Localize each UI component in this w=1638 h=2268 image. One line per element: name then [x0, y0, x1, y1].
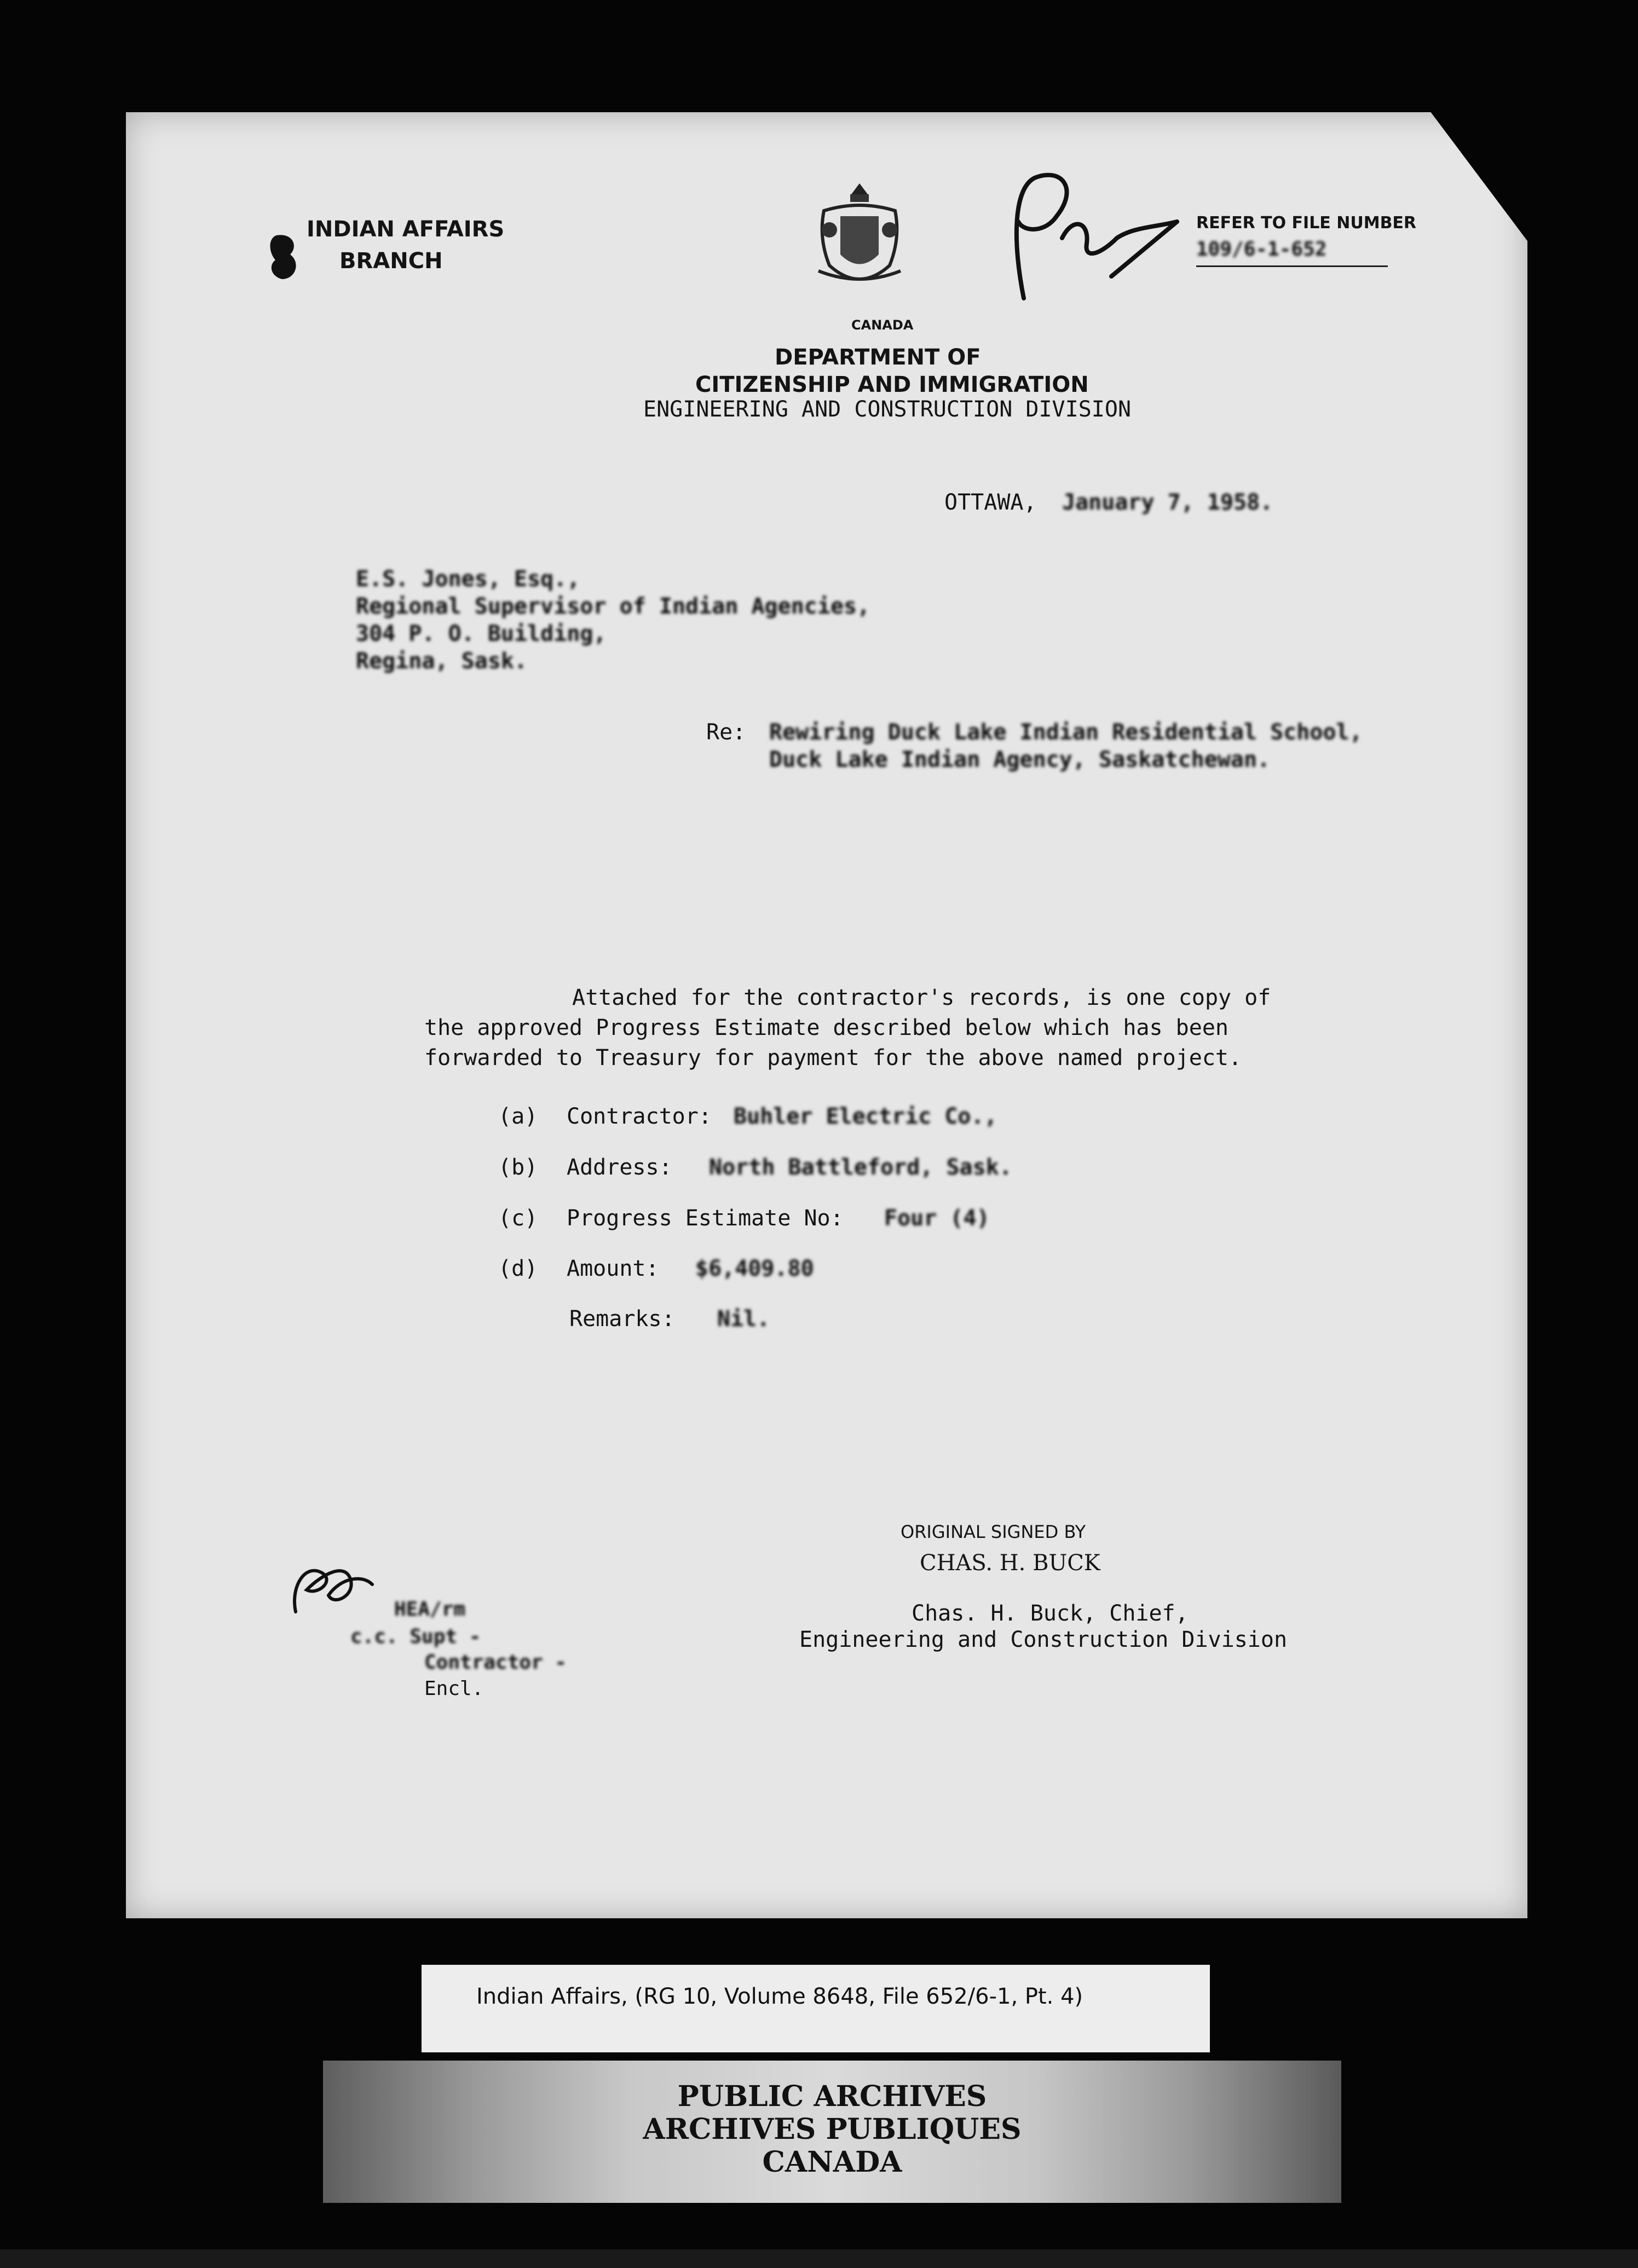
archives-line-2: ARCHIVES PUBLIQUES [643, 2113, 1022, 2146]
country-label: CANADA [851, 317, 914, 333]
date-city: OTTAWA, [944, 490, 1037, 515]
cc-contractor: Contractor - [424, 1651, 567, 1674]
item-a-letter: (a) [498, 1104, 538, 1129]
item-d-value: $6,409.80 [695, 1256, 814, 1281]
handwritten-mark [991, 156, 1221, 320]
signer-division: Engineering and Construction Division [799, 1627, 1288, 1652]
signer-stamp: CHAS. H. BUCK [920, 1550, 1100, 1576]
recipient-line-1: E.S. Jones, Esq., [356, 566, 580, 592]
item-c-value: Four (4) [884, 1206, 990, 1231]
refer-to-file-label: REFER TO FILE NUMBER [1196, 213, 1417, 233]
remarks-value: Nil. [717, 1306, 770, 1332]
branch-heading [307, 213, 504, 277]
subject-line-2: Duck Lake Indian Agency, Saskatchewan. [769, 747, 1271, 772]
typist-initials: HEA/rm [394, 1598, 466, 1621]
public-archives-stamp [323, 2061, 1341, 2203]
cc-supt: c.c. Supt - [350, 1625, 481, 1648]
item-a-value: Buhler Electric Co., [734, 1104, 997, 1129]
archives-line-3: CANADA [762, 2145, 902, 2179]
item-c-label: Progress Estimate No: [567, 1206, 844, 1231]
original-signed-label: ORIGINAL SIGNED BY [901, 1521, 1086, 1542]
division-line: ENGINEERING AND CONSTRUCTION DIVISION [643, 397, 1132, 422]
date-value: January 7, 1958. [1062, 490, 1273, 515]
file-number: 109/6-1-652 [1196, 238, 1327, 261]
branch-line-1: INDIAN AFFAIRS [307, 217, 505, 242]
folded-corner [1430, 111, 1529, 242]
file-number-underline [1196, 265, 1388, 267]
item-b-letter: (b) [498, 1155, 538, 1180]
enclosure-note: Encl. [424, 1677, 484, 1700]
item-c-letter: (c) [498, 1206, 538, 1231]
archive-reference-caption [422, 1965, 1210, 2052]
body-line-1: Attached for the contractor's records, is one copy of [572, 985, 1271, 1010]
item-a-label: Contractor: [567, 1104, 712, 1129]
department-line-1: DEPARTMENT OF [775, 345, 981, 370]
subject-line-1: Rewiring Duck Lake Indian Residential School, [769, 720, 1363, 745]
archive-reference-text: Indian Affairs, (RG 10, Volume 8648, File 652/6-1, Pt. 4) [476, 1984, 1083, 2009]
item-d-letter: (d) [498, 1256, 538, 1281]
department-line-2: CITIZENSHIP AND IMMIGRATION [695, 372, 1089, 397]
body-line-2: the approved Progress Estimate described below which has been [424, 1015, 1229, 1040]
subject-label: Re: [706, 720, 746, 745]
body-line-3: forwarded to Treasury for payment for the above named project. [424, 1045, 1242, 1071]
handwritten-initials [285, 1552, 383, 1623]
ink-stain [266, 233, 304, 282]
recipient-line-4: Regina, Sask. [356, 649, 528, 674]
letter-page [126, 112, 1527, 1918]
recipient-line-2: Regional Supervisor of Indian Agencies, [356, 594, 870, 619]
recipient-line-3: 304 P. O. Building, [356, 621, 607, 646]
item-b-value: North Battleford, Sask. [709, 1155, 1012, 1180]
archives-line-1: PUBLIC ARCHIVES [677, 2080, 987, 2113]
branch-line-2: BRANCH [339, 248, 443, 274]
signer-name-title: Chas. H. Buck, Chief, [912, 1601, 1189, 1626]
canada-coat-of-arms-icon [808, 178, 912, 298]
item-d-label: Amount: [567, 1256, 659, 1281]
remarks-label: Remarks: [569, 1306, 675, 1332]
film-edge [0, 2249, 1638, 2268]
item-b-label: Address: [567, 1155, 672, 1180]
